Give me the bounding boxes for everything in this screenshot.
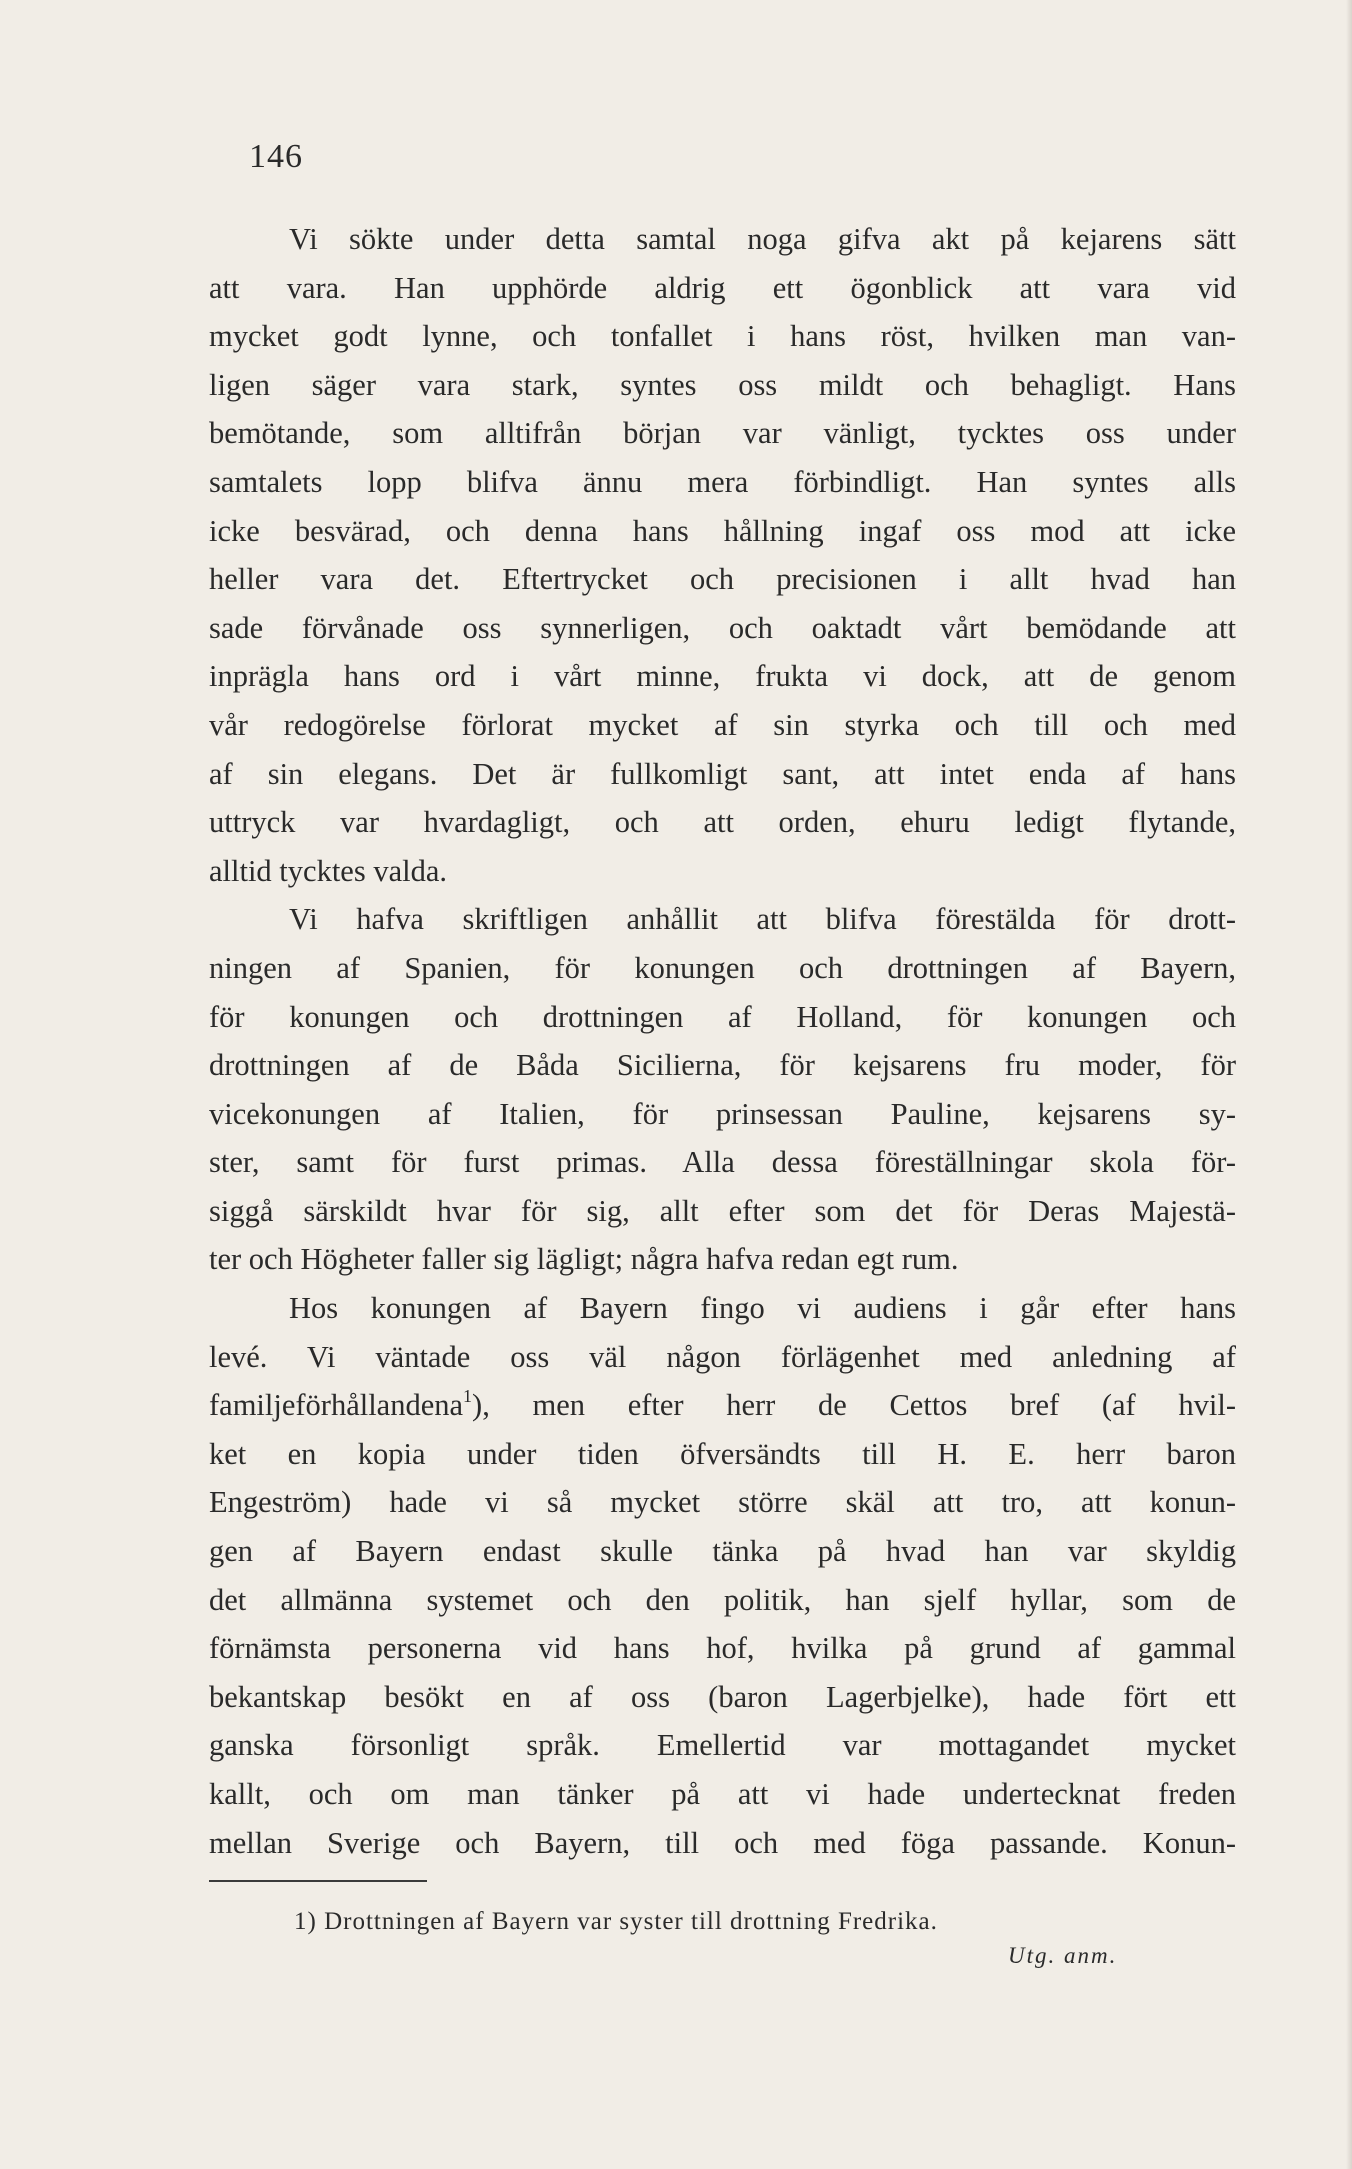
page-number: 146 — [249, 138, 303, 175]
text-line: mellan Sverige och Bayern, till och med föga passande. Konun- — [209, 1825, 1236, 1860]
text-line: ganska försonligt språk. Emellertid var mottagandet mycket — [209, 1728, 1236, 1763]
text-line: ligen säger vara stark, syntes oss mildt och behagligt. Hans — [209, 367, 1236, 402]
text-line: inprägla hans ord i vårt minne, frukta vi dock, att de genom — [209, 659, 1236, 694]
text-line: gen af Bayern endast skulle tänka på hvad han var skyldig — [209, 1534, 1236, 1569]
text-line: Vi sökte under detta samtal noga gifva akt på kejarens sätt — [289, 222, 1236, 256]
text-line: kallt, och om man tänker på att vi hade undertecknat freden — [209, 1777, 1236, 1811]
text-line: samtalets lopp blifva ännu mera förbindligt. Han syntes alls — [209, 464, 1236, 499]
text-line: vår redogörelse förlorat mycket af sin styrka och till och med — [209, 707, 1236, 742]
footnote-text: Drottningen af Bayern var syster till drottning Fredrika. — [324, 1908, 938, 1935]
text-line: ket en kopia under tiden öfversändts till H. E. herr baron — [209, 1436, 1236, 1471]
text-line: heller vara det. Eftertrycket och precisionen i allt hvad han — [209, 562, 1236, 597]
text-line: uttryck var hvardagligt, och att orden, ehuru ledigt flytande, — [209, 805, 1236, 840]
text-line: för konungen och drottningen af Holland, för konungen och — [209, 999, 1236, 1034]
text-line: Engeström) hade vi så mycket större skäl att tro, att konun- — [209, 1485, 1236, 1520]
body-text — [209, 215, 1236, 1867]
text-line: det allmänna systemet och den politik, han sjelf hyllar, som de — [209, 1582, 1236, 1617]
text-line: levé. Vi väntade oss väl någon förlägenhet med anledning af — [209, 1339, 1236, 1374]
text-line: Vi hafva skriftligen anhållit att blifva förestälda för drott- — [289, 902, 1236, 937]
text-line: drottningen af de Båda Sicilierna, för kejsarens fru moder, för — [209, 1048, 1236, 1083]
text-line: siggå särskildt hvar för sig, allt efter som det för Deras Majestä- — [209, 1193, 1236, 1228]
text-line: Hos konungen af Bayern fingo vi audiens i går efter hans — [289, 1291, 1236, 1326]
text-segment: ), men efter herr de Cettos bref (af hvil- — [472, 1388, 1236, 1423]
text-line: sade förvånade oss synnerligen, och oaktadt vårt bemödande att — [209, 610, 1236, 645]
footnote-marker: 1) — [294, 1908, 317, 1935]
text-line: bemötande, som alltifrån början var vänligt, tycktes oss under — [209, 416, 1236, 451]
page-edge — [1346, 0, 1352, 2169]
text-line: icke besvärad, och denna hans hållning ingaf oss mod att icke — [209, 513, 1236, 548]
footnote-ref: 1 — [463, 1386, 473, 1407]
text-line: af sin elegans. Det är fullkomligt sant, att intet enda af hans — [209, 756, 1236, 791]
text-line: ningen af Spanien, för konungen och drottningen af Bayern, — [209, 950, 1236, 985]
text-line: alltid tycktes valda. — [209, 853, 447, 888]
text-line: bekantskap besökt en af oss (baron Lagerbjelke), hade fört ett — [209, 1679, 1236, 1714]
footnote-attribution: Utg. anm. — [1008, 1943, 1118, 1968]
text-line: ter och Högheter faller sig lägligt; några hafva redan egt rum. — [209, 1242, 959, 1277]
footnote-divider — [209, 1880, 427, 1882]
text-line: mycket godt lynne, och tonfallet i hans röst, hvilken man van- — [209, 319, 1236, 354]
text-line-with-footnote — [209, 1381, 1236, 1430]
text-line: förnämsta personerna vid hans hof, hvilka på grund af gammal — [209, 1631, 1236, 1666]
text-line: vicekonungen af Italien, för prinsessan Pauline, kejsarens sy- — [209, 1096, 1236, 1131]
text-line: ster, samt för furst primas. Alla dessa föreställningar skola för- — [209, 1145, 1236, 1180]
text-line: att vara. Han upphörde aldrig ett ögonblick att vara vid — [209, 270, 1236, 305]
footnote — [294, 1902, 1204, 1942]
text-segment: familjeförhållandena — [209, 1388, 464, 1423]
